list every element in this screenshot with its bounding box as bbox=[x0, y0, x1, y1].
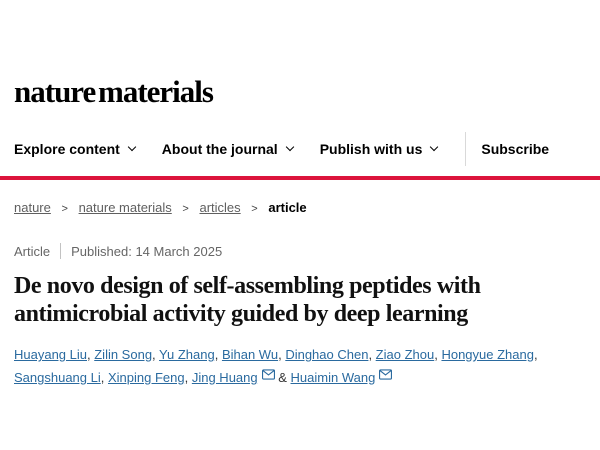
chevron-down-icon bbox=[430, 143, 438, 151]
author-link[interactable]: Ziao Zhou bbox=[375, 347, 435, 363]
article-meta bbox=[0, 243, 600, 259]
journal-logo[interactable]: nature materials bbox=[14, 74, 213, 109]
author-separator: , bbox=[368, 347, 376, 363]
author-link[interactable]: Jing Huang bbox=[191, 369, 258, 385]
author-link[interactable]: Bihan Wu bbox=[221, 347, 279, 363]
author-separator: , bbox=[434, 347, 442, 363]
author-separator: , bbox=[87, 347, 95, 363]
meta-divider bbox=[60, 243, 61, 259]
breadcrumb-link-nature-materials[interactable]: nature materials bbox=[78, 200, 172, 215]
nav-about-the-journal[interactable] bbox=[162, 141, 293, 157]
nav-explore-content[interactable] bbox=[14, 141, 135, 157]
email-icon[interactable] bbox=[379, 363, 392, 386]
author-link[interactable]: Xinping Feng bbox=[107, 369, 185, 385]
chevron-down-icon bbox=[128, 143, 136, 151]
nav-item-label: Subscribe bbox=[481, 141, 550, 157]
author-separator: , bbox=[100, 369, 108, 385]
breadcrumb-separator: > bbox=[61, 203, 68, 215]
chevron-down-icon bbox=[285, 143, 293, 151]
author-list bbox=[0, 344, 578, 390]
author-separator: , bbox=[533, 347, 538, 363]
nav-item-label: Explore content bbox=[14, 141, 120, 157]
breadcrumb-separator: > bbox=[251, 203, 258, 215]
author-link[interactable]: Dinghao Chen bbox=[285, 347, 369, 363]
author-link[interactable]: Zilin Song bbox=[94, 347, 153, 363]
article-type-label: Article bbox=[14, 243, 51, 259]
author-link[interactable]: Sangshuang Li bbox=[14, 369, 101, 385]
author-separator: , bbox=[214, 347, 222, 363]
email-icon[interactable] bbox=[262, 363, 275, 386]
author-link[interactable]: Yu Zhang bbox=[159, 347, 215, 363]
author-separator: , bbox=[152, 347, 160, 363]
nav-subscribe[interactable] bbox=[481, 141, 549, 157]
author-link[interactable]: Huayang Liu bbox=[14, 347, 87, 363]
nav-publish-with-us[interactable] bbox=[320, 141, 438, 157]
nav-item-label: Publish with us bbox=[319, 141, 423, 157]
journal-nav bbox=[14, 132, 586, 176]
author-separator: & bbox=[274, 369, 291, 385]
published-date: Published: 14 March 2025 bbox=[71, 243, 223, 259]
author-link[interactable]: Hongyue Zhang bbox=[441, 347, 534, 363]
breadcrumb-separator: > bbox=[182, 203, 189, 215]
breadcrumb-link-nature[interactable]: nature bbox=[14, 200, 51, 215]
breadcrumb-current-article: article bbox=[268, 200, 307, 215]
brand-rule bbox=[0, 176, 600, 180]
nav-item-label: About the journal bbox=[161, 141, 278, 157]
author-separator: , bbox=[278, 347, 286, 363]
breadcrumb bbox=[0, 200, 600, 215]
nav-divider bbox=[465, 132, 466, 166]
author-separator: , bbox=[184, 369, 192, 385]
journal-header bbox=[0, 0, 600, 176]
article-title: De novo design of self-assembling peptides with antimicrobial activity guided by deep learning bbox=[14, 273, 481, 328]
author-link[interactable]: Huaimin Wang bbox=[290, 369, 376, 385]
breadcrumb-link-articles[interactable]: articles bbox=[199, 200, 241, 215]
